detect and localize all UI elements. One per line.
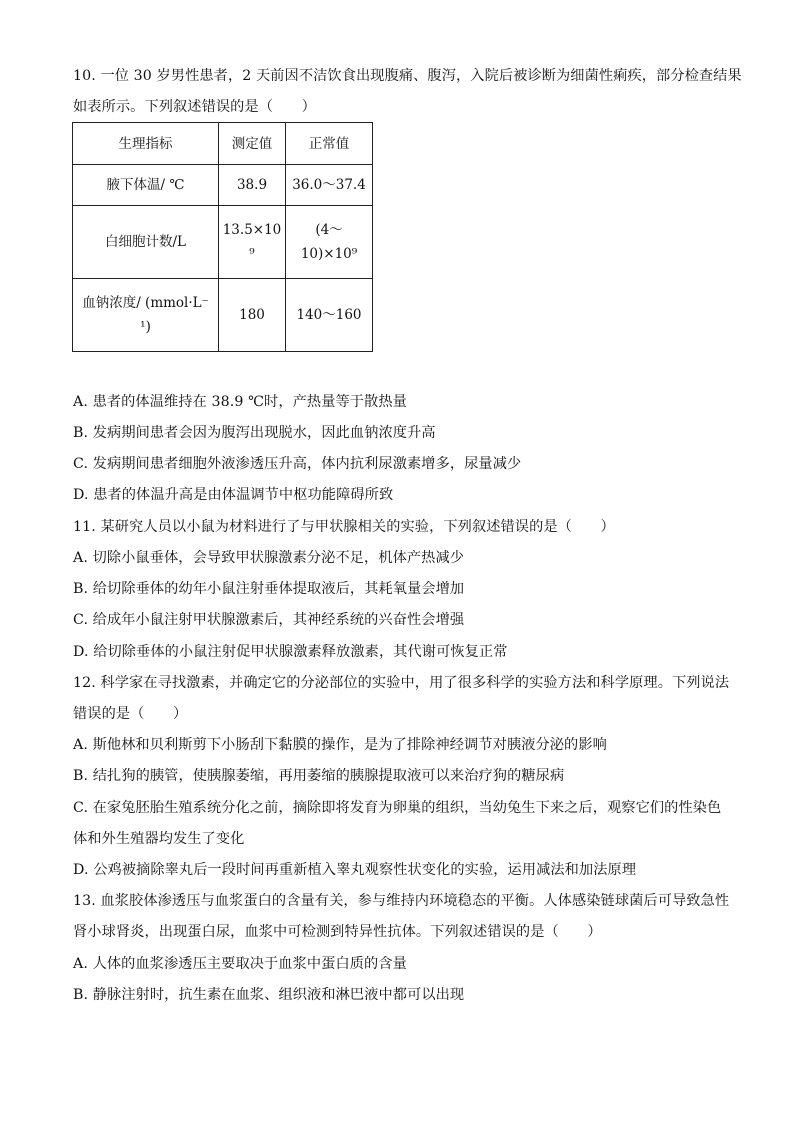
q10-stem-line1: 10. 一位 30 岁男性患者，2 天前因不洁饮食出现腹痛、腹泻，入院后被诊断为细菌性痢疾，部分检查结果 xyxy=(73,68,742,84)
table-row xyxy=(73,279,373,352)
q13-option-a: A. 人体的血浆渗透压主要取决于血浆中蛋白质的含量 xyxy=(73,956,407,972)
q11-option-c: C. 给成年小鼠注射甲状腺激素后，其神经系统的兴奋性会增强 xyxy=(73,612,465,628)
table-cell-measured-part2: ⁹ xyxy=(249,246,255,262)
table-cell-normal-part2: 10)×10⁹ xyxy=(300,246,358,262)
q10-option-c: C. 发病期间患者细胞外液渗透压升高，体内抗利尿激素增多，尿量减少 xyxy=(73,456,522,472)
table-cell-normal xyxy=(286,206,373,279)
q12-option-d: D. 公鸡被摘除睾丸后一段时间再重新植入睾丸观察性状变化的实验，运用减法和加法原理 xyxy=(73,862,637,878)
q12-option-b: B. 结扎狗的胰管，使胰腺萎缩，再用萎缩的胰腺提取液可以来治疗狗的糖尿病 xyxy=(73,768,565,784)
table-row xyxy=(73,206,373,279)
q13-stem-line1: 13. 血浆胶体渗透压与血浆蛋白的含量有关，参与维持内环境稳态的平衡。人体感染链球菌后可导致急性 xyxy=(73,893,730,909)
table-row xyxy=(73,165,373,206)
q10-table xyxy=(72,122,373,352)
q12-option-c: C. 在家兔胚胎生殖系统分化之前，摘除即将发育为卵巢的组织，当幼兔生下来之后，观察它们的性染色 xyxy=(73,800,722,816)
q10-option-b: B. 发病期间患者会因为腹泻出现脱水，因此血钠浓度升高 xyxy=(73,425,436,441)
table-cell-measured: 180 xyxy=(219,279,286,352)
table-header-indicator: 生理指标 xyxy=(73,123,219,165)
q10-option-d: D. 患者的体温升高是由体温调节中枢功能障碍所致 xyxy=(73,487,394,503)
table-cell-measured-part1: 13.5×10 xyxy=(222,222,282,238)
table-header-measured: 测定值 xyxy=(219,123,286,165)
table-cell-measured: 38.9 xyxy=(219,165,286,206)
q12-option-a: A. 斯他林和贝利斯剪下小肠刮下黏膜的操作，是为了排除神经调节对胰液分泌的影响 xyxy=(73,737,607,753)
table-cell-indicator: 白细胞计数/L xyxy=(73,206,219,279)
q13-stem-line2: 肾小球肾炎，出现蛋白尿，血浆中可检测到特异性抗体。下列叙述错误的是（ ） xyxy=(73,924,602,940)
q13-option-b: B. 静脉注射时，抗生素在血浆、组织液和淋巴液中都可以出现 xyxy=(73,987,465,1003)
table-header-row xyxy=(73,123,373,165)
table-cell-indicator-part2: ¹) xyxy=(140,319,151,335)
q12-option-c-continued: 体和外生殖器均发生了变化 xyxy=(73,831,245,847)
q11-option-d: D. 给切除垂体的小鼠注射促甲状腺激素释放激素，其代谢可恢复正常 xyxy=(73,644,508,660)
q12-stem-line1: 12. 科学家在寻找激素，并确定它的分泌部位的实验中，用了很多科学的实验方法和科学原理。下列说法 xyxy=(73,675,730,691)
table-cell-normal: 140～160 xyxy=(286,279,373,352)
q11-option-b: B. 给切除垂体的幼年小鼠注射垂体提取液后，其耗氧量会增加 xyxy=(73,581,465,597)
table-cell-indicator-part1: 血钠浓度/ (mmol·L⁻ xyxy=(82,295,209,311)
q10-option-a: A. 患者的体温维持在 38.9 ℃时，产热量等于散热量 xyxy=(73,394,407,410)
q12-stem-line2: 错误的是（ ） xyxy=(73,706,188,722)
table-cell-indicator xyxy=(73,279,219,352)
table-cell-indicator: 腋下体温/ ℃ xyxy=(73,165,219,206)
table-cell-measured xyxy=(219,206,286,279)
table-cell-normal-part1: (4～ xyxy=(315,222,343,238)
q11-stem: 11. 某研究人员以小鼠为材料进行了与甲状腺相关的实验，下列叙述错误的是（ ） xyxy=(73,519,615,535)
q10-stem-line2: 如表所示。下列叙述错误的是（ ） xyxy=(73,99,316,115)
table-header-normal: 正常值 xyxy=(286,123,373,165)
q11-option-a: A. 切除小鼠垂体，会导致甲状腺激素分泌不足，机体产热减少 xyxy=(73,550,465,566)
table-cell-normal: 36.0～37.4 xyxy=(286,165,373,206)
